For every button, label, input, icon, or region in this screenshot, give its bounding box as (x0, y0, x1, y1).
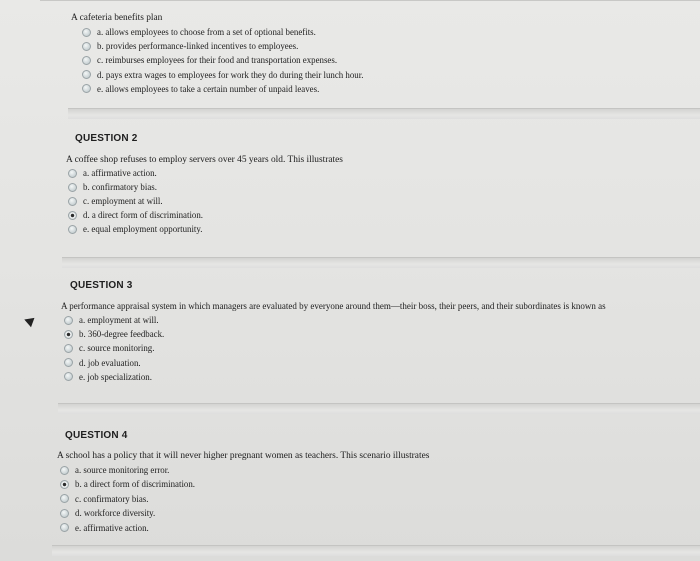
q3-option-label: e. job specialization. (79, 371, 152, 382)
q2-option-label: a. affirmative action. (83, 168, 157, 178)
q1-stem: A cafeteria benefits plan (71, 13, 163, 23)
q1-option-label: d. pays extra wages to employees for work they do during their lunch hour. (97, 69, 364, 80)
q2-option-label: d. a direct form of discrimination. (83, 210, 204, 220)
q3-option-label: a. employment at will. (79, 315, 159, 325)
radio-button-icon[interactable] (68, 183, 77, 192)
q4-option-label: d. workforce diversity. (75, 508, 156, 519)
q3-divider (58, 403, 700, 414)
q2-option-e[interactable] (68, 224, 202, 234)
radio-button-icon[interactable] (64, 358, 73, 367)
radio-button-icon[interactable] (68, 169, 77, 178)
q4-option-e[interactable] (60, 523, 149, 533)
q2-divider (62, 257, 700, 268)
q4-divider (52, 545, 700, 556)
q3-stem: A performance appraisal system in which managers are evaluated by everyone around them—their boss, their peers, and their subordinates is known as (61, 301, 606, 311)
q1-option-label: b. provides performance-linked incentives to employees. (97, 41, 299, 52)
q2-option-b[interactable] (68, 182, 157, 192)
q3-option-label: b. 360-degree feedback. (79, 329, 165, 340)
radio-button-icon[interactable] (60, 523, 69, 532)
radio-button-icon[interactable] (64, 344, 73, 353)
q4-option-a[interactable] (60, 465, 169, 475)
radio-button-icon[interactable] (64, 372, 73, 381)
q4-option-label: e. affirmative action. (75, 522, 149, 533)
radio-button-icon[interactable] (64, 316, 73, 325)
q4-option-c[interactable] (60, 494, 148, 504)
q1-option-c[interactable] (82, 55, 337, 65)
q2-stem: A coffee shop refuses to employ servers over 45 years old. This illustrates (66, 155, 343, 165)
q1-option-b[interactable] (82, 41, 298, 51)
q3-title: QUESTION 3 (70, 280, 133, 291)
q4-option-label: c. confirmatory bias. (75, 493, 149, 504)
q1-option-label: a. allows employees to choose from a set of optional benefits. (97, 27, 316, 37)
q3-option-d[interactable] (64, 358, 141, 368)
radio-button-icon[interactable] (68, 225, 77, 234)
q4-option-d[interactable] (60, 508, 155, 518)
q2-option-d[interactable] (68, 210, 203, 220)
radio-button-icon[interactable] (82, 84, 91, 93)
radio-button-icon[interactable] (60, 480, 69, 489)
radio-button-icon[interactable] (64, 330, 73, 339)
radio-button-icon[interactable] (82, 70, 91, 79)
radio-button-icon[interactable] (68, 211, 77, 220)
q3-option-a[interactable] (64, 315, 159, 325)
q1-option-label: c. reimburses employees for their food and transportation expenses. (97, 55, 338, 66)
q2-option-label: e. equal employment opportunity. (83, 224, 203, 234)
radio-button-icon[interactable] (68, 197, 77, 206)
q4-option-b[interactable] (60, 479, 195, 489)
q4-stem: A school has a policy that it will never higher pregnant women as teachers. This scenario illustrates (57, 451, 430, 461)
q4-option-label: a. source monitoring error. (75, 465, 170, 475)
q1-option-label: e. allows employees to take a certain number of unpaid leaves. (97, 83, 320, 94)
q1-divider (68, 108, 700, 119)
q4-title: QUESTION 4 (65, 430, 128, 441)
q3-option-b[interactable] (64, 329, 164, 339)
q3-option-e[interactable] (64, 372, 152, 382)
q1-option-a[interactable] (82, 27, 316, 37)
radio-button-icon[interactable] (60, 466, 69, 475)
q2-option-c[interactable] (68, 196, 163, 206)
radio-button-icon[interactable] (60, 509, 69, 518)
q3-option-label: c. source monitoring. (79, 343, 155, 354)
q1-option-e[interactable] (82, 84, 319, 94)
q2-title: QUESTION 2 (75, 133, 138, 144)
q2-option-label: c. employment at will. (83, 196, 163, 206)
q3-option-label: d. job evaluation. (79, 357, 141, 368)
top-border (40, 0, 700, 7)
q4-option-label: b. a direct form of discrimination. (75, 479, 196, 490)
q2-option-label: b. confirmatory bias. (83, 182, 157, 192)
radio-button-icon[interactable] (60, 494, 69, 503)
q1-option-d[interactable] (82, 70, 363, 80)
radio-button-icon[interactable] (82, 56, 91, 65)
radio-button-icon[interactable] (82, 28, 91, 37)
q2-option-a[interactable] (68, 168, 157, 178)
radio-button-icon[interactable] (82, 42, 91, 51)
mouse-cursor-icon (23, 315, 35, 327)
q3-option-c[interactable] (64, 343, 154, 353)
